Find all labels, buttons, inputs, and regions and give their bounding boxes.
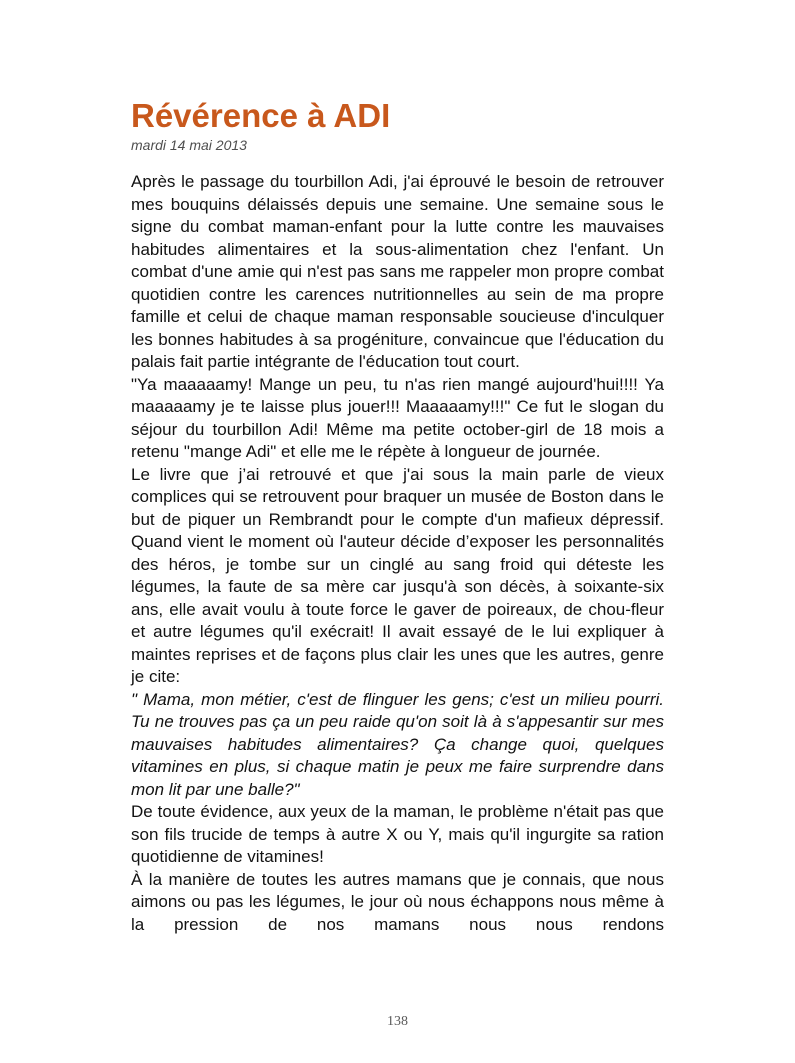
page-title: Révérence à ADI xyxy=(131,97,391,134)
article-paragraph: De toute évidence, aux yeux de la maman, le problème n'était pas que son fils trucide de temps à autre X ou Y, mais qu'il ingurgite sa ration quotidienne de vitamines! xyxy=(131,802,664,866)
page-number: 138 xyxy=(387,1014,408,1029)
article-paragraph-cutoff: À la manière de toutes les autres mamans que je connais, que nous aimons ou pas les légumes, le jour où nous échappons nous même à la pression de nos mamans nous nous rendons xyxy=(131,869,664,934)
article-quote-paragraph: " Mama, mon métier, c'est de flinguer les gens; c'est un milieu pourri. Tu ne trouves pas ça un peu raide qu'on soit là à s'appesantir sur mes mauvaises habitudes alimentaires? Ça change quoi, quelques vitamines en plus, si chaque matin je peux me faire surprendre dans mon lit par une balle?" xyxy=(131,689,664,799)
article-content xyxy=(131,97,664,936)
article-body xyxy=(131,171,664,936)
post-date: mardi 14 mai 2013 xyxy=(131,137,247,153)
article-paragraph: Le livre que j’ai retrouvé et que j'ai sous la main parle de vieux complices qui se retrouvent pour braquer un musée de Boston dans le but de piquer un Rembrandt pour le compte d'un mafieux dépressif. Quand vient le moment où l'auteur décide d’exposer les personnalités des héros, je tombe sur un cinglé au sang froid qui déteste les légumes, la faute de sa mère car jusqu'à son décès, à soixante-six ans, elle avait voulu à toute force le gaver de poireaux, de chou-fleur et autre légumes qu'il exécrait! Il avait essayé de le lui expliquer à maintes reprises et de façons plus clair les unes que les autres, genre je cite: xyxy=(131,464,664,686)
article-paragraph: "Ya maaaaamy! Mange un peu, tu n'as rien mangé aujourd'hui!!!! Ya maaaaamy je te laisse plus jouer!!! Maaaaamy!!!" Ce fut le slogan du séjour du tourbillon Adi! Même ma petite october-girl de 18 mois a retenu "mange Adi" et elle me le répète à longueur de journée. xyxy=(131,374,664,461)
article-paragraph: Après le passage du tourbillon Adi, j'ai éprouvé le besoin de retrouver mes bouquins délaissés depuis une semaine. Une semaine sous le signe du combat maman-enfant pour la lutte contre les mauvaises habitudes alimentaires et la sous-alimentation chez l'enfant. Un combat d'une amie qui n'est pas sans me rappeler mon propre combat quotidien contre les carences nutritionnelles au sein de ma propre famille et celui de chaque maman responsable soucieuse d'inculquer les bonnes habitudes à sa progéniture, convaincue que l'éducation du palais fait partie intégrante de l'éducation tout court. xyxy=(131,172,664,371)
